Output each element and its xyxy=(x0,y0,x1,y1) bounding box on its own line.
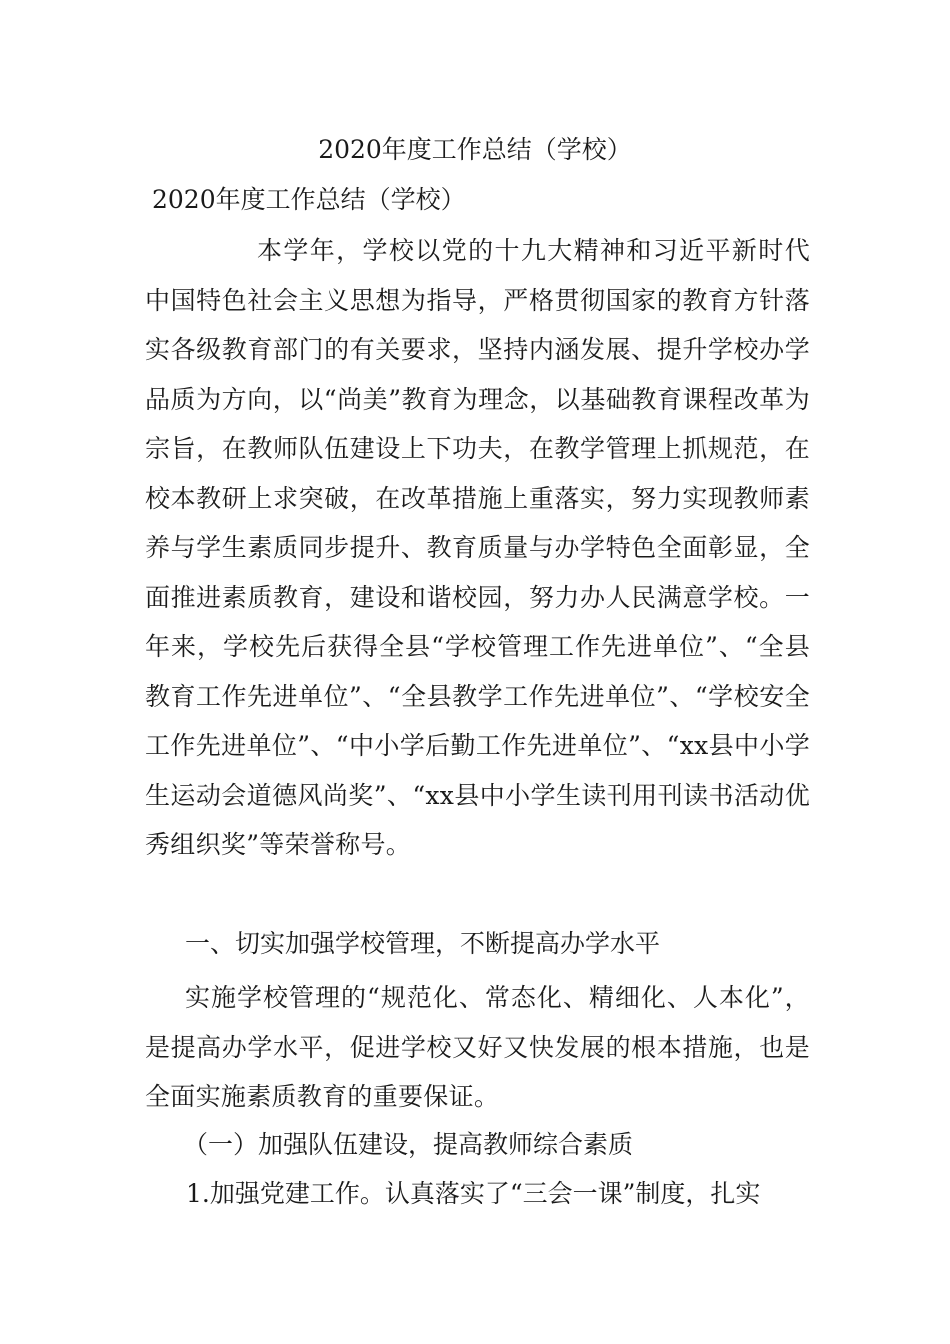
item-1-paragraph: 1.加强党建工作。认真落实了“三会一课”制度，扎实 xyxy=(186,1179,761,1208)
subsection-heading-1: （一）加强队伍建设，提高教师综合素质 xyxy=(183,1130,634,1159)
intro-paragraph: 本学年，学校以党的十九大精神和习近平新时代中国特色社会主义思想为指导，严格贯彻国家的教育方针落实各级教育部门的有关要求，坚持内涵发展、提升学校办学品质为方向，以“尚美”教育为理念，以基础教育课程改革为宗旨，在教师队伍建设上下功夫，在教学管理上抓规范，在校本教研上求突破，在改革措施上重落实，努力实现教师素养与学生素质同步提升、教育质量与办学特色全面彰显，全面推进素质教育，建设和谐校园，努力办人民满意学校。一年来，学校先后获得全县“学校管理工作先进单位”、“全县教育工作先进单位”、“全县教学工作先进单位”、“学校安全工作先进单位”、“中小学后勤工作先进单位”、“xx县中小学生运动会道德风尚奖”、“xx县中小学生读刊用刊读书活动优秀组织奖”等荣誉称号。 xyxy=(145,236,810,859)
document-subtitle: 2020年度工作总结（学校） xyxy=(152,185,466,214)
document-title: 2020年度工作总结（学校） xyxy=(318,135,632,164)
section-heading-1: 一、切实加强学校管理，不断提高办学水平 xyxy=(185,929,661,958)
section-1-paragraph: 实施学校管理的“规范化、常态化、精细化、人本化”，是提高办学水平，促进学校又好又快发展的根本措施，也是全面实施素质教育的重要保证。 xyxy=(145,983,810,1111)
